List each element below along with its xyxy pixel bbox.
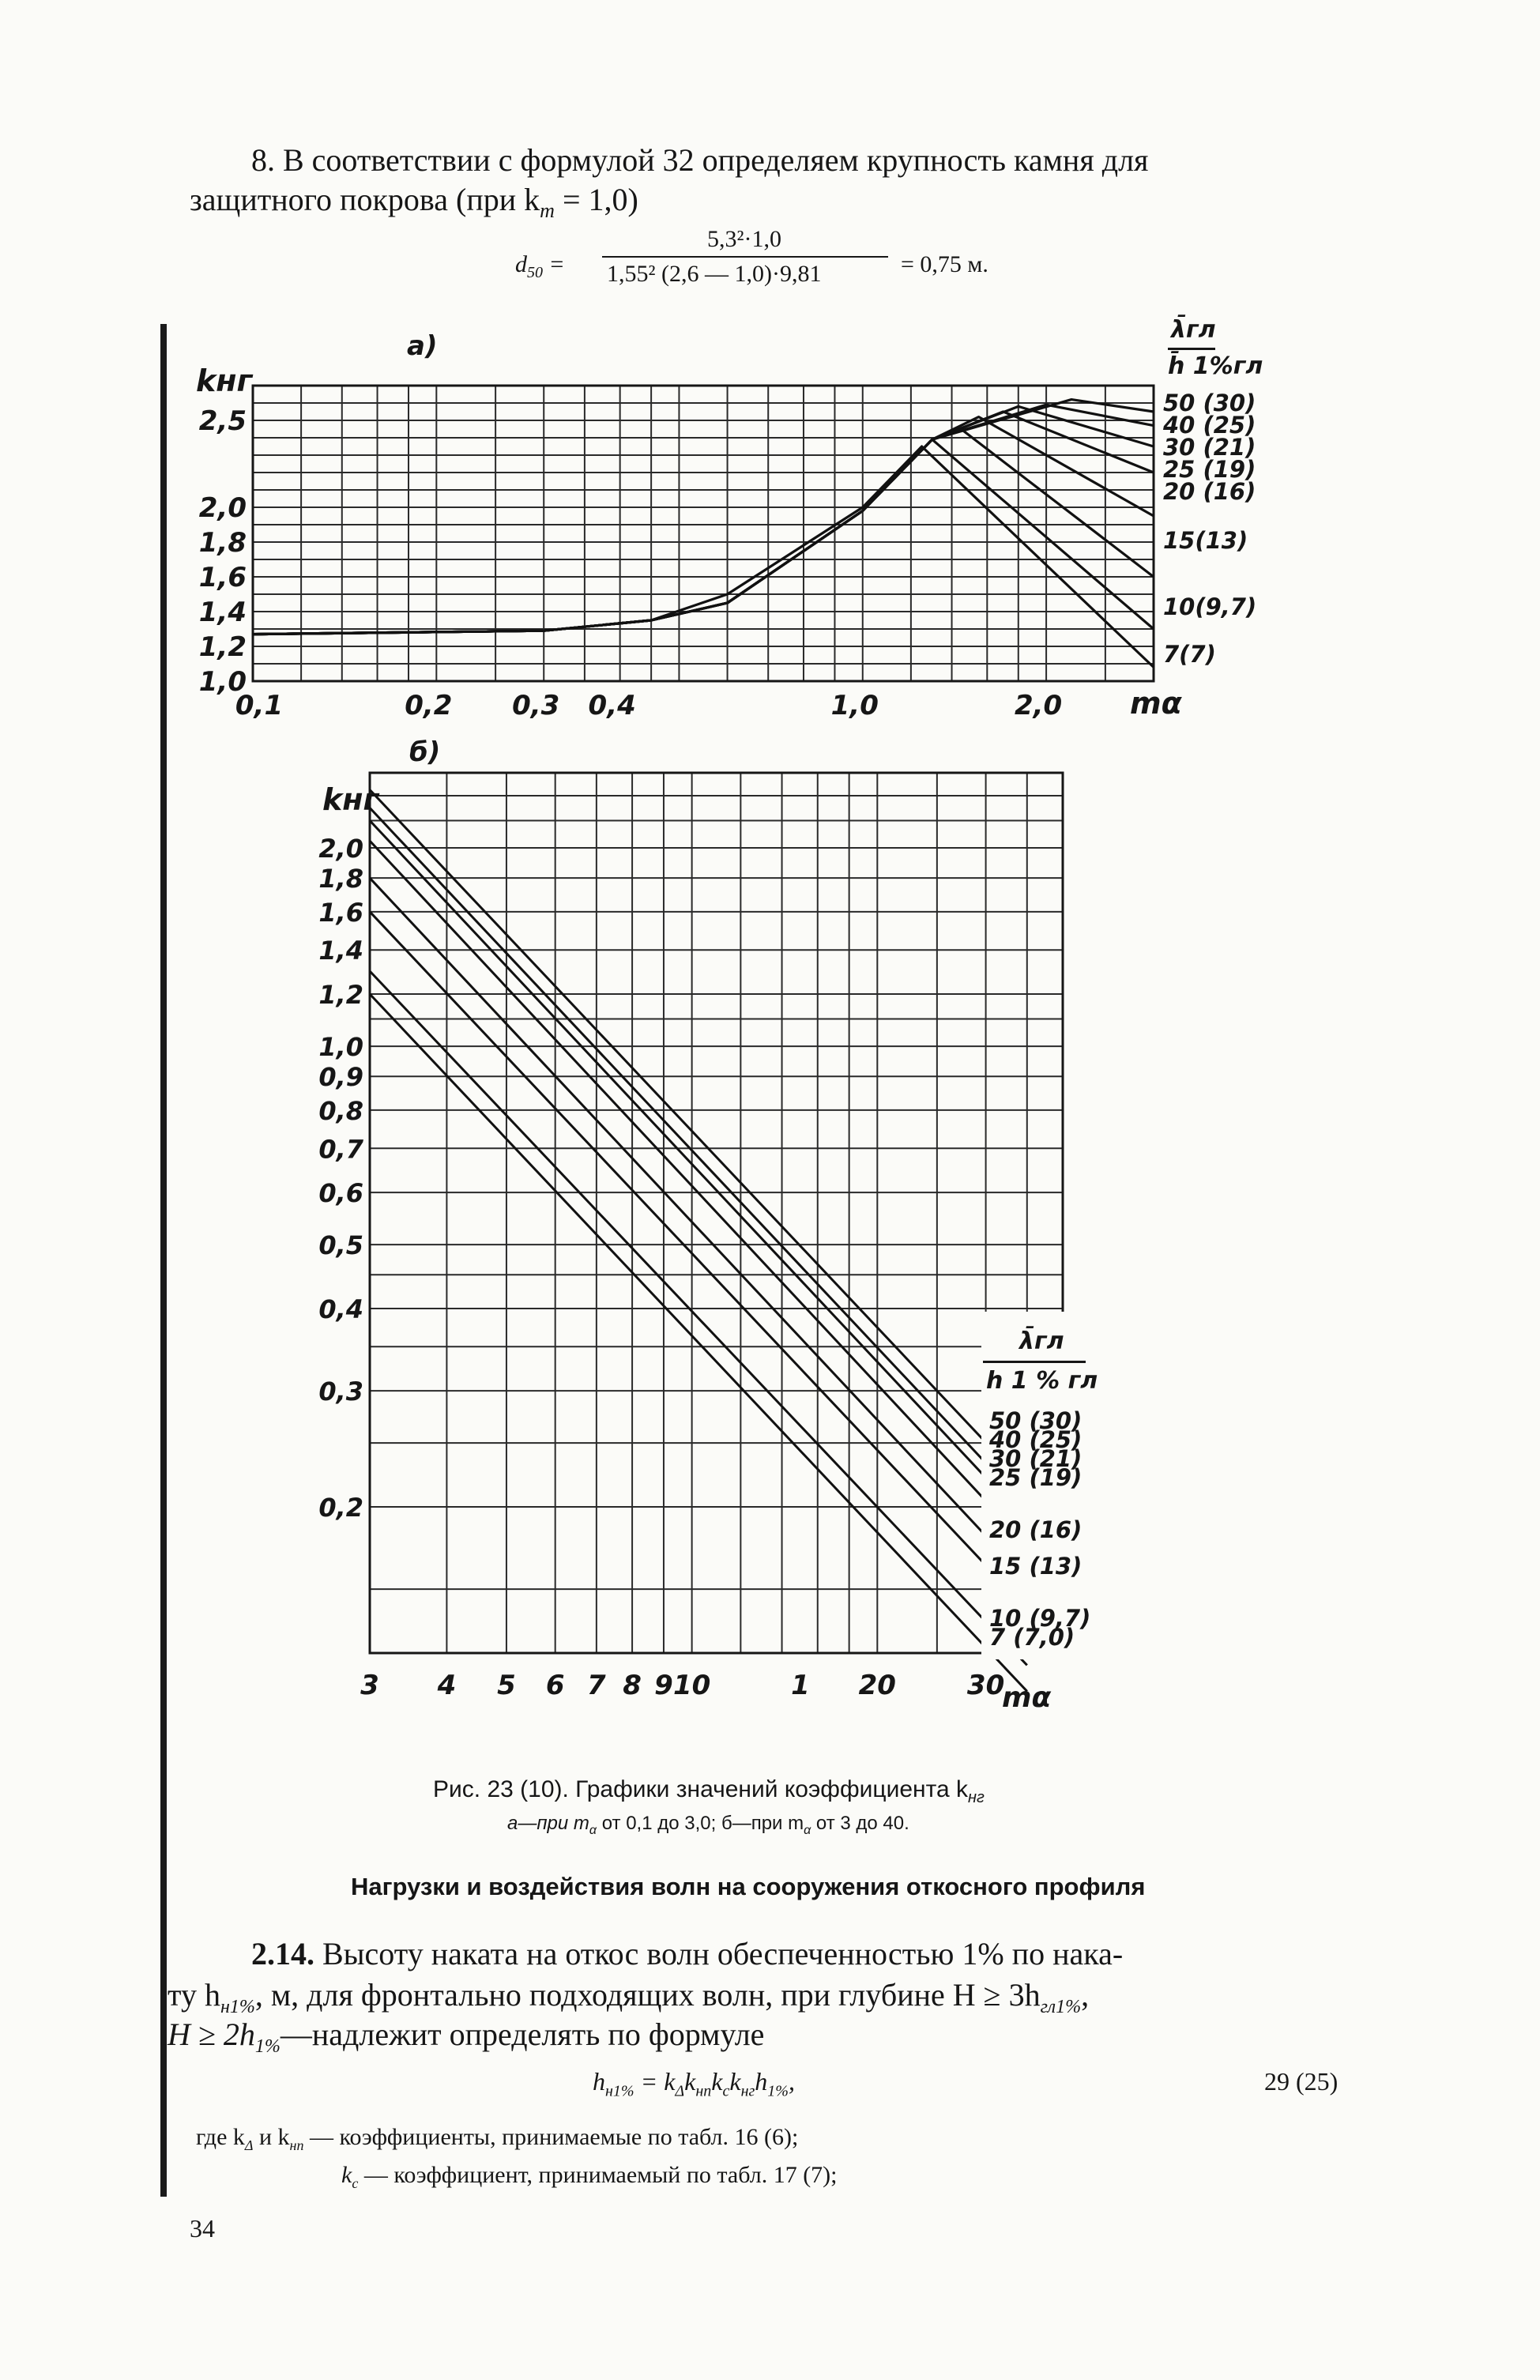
- top-paragraph-line1: 8. В соответствии с формулой 32 определяем крупность камня для: [251, 142, 1149, 178]
- chart-b-x-tick-label: 7: [587, 1670, 606, 1701]
- chart-b-x-tick-label: 4: [437, 1670, 457, 1701]
- chart-b-x-title: mα: [1002, 1681, 1052, 1714]
- chart-b-legend-entry: 10 (9,7): [989, 1605, 1091, 1632]
- chart-b-label: б): [409, 736, 441, 768]
- chart-b-y-tick-label: 0,2: [318, 1492, 363, 1523]
- chart-b-series-line: [370, 994, 1027, 1691]
- chart-a-x-tick-label: 0,1: [235, 690, 284, 721]
- chart-b-y-tick-label: 2,0: [318, 834, 363, 864]
- chart-b-x-tick-label: 6: [545, 1670, 565, 1701]
- chart-b-series-line: [370, 790, 1027, 1486]
- chart-b-y-title: kнг: [322, 782, 379, 817]
- chart-b-x-tick-label: 20: [858, 1670, 896, 1701]
- chart-b-legend-entry: 20 (16): [989, 1516, 1083, 1543]
- chart-a-legend-header-bar: [1168, 348, 1215, 350]
- chart-a-y-tick-label: 2,0: [198, 492, 247, 524]
- figure-caption-line2: а—при $m_\alpha$ от 0,1 до 3,0; б—при $m_\alpha$ от 3 до 40.: [507, 1813, 909, 1837]
- chart-a-x-title: mα: [1130, 686, 1182, 721]
- chart-a-x-tick-label: 1,0: [830, 690, 879, 721]
- formula-29: $h_{н1\%} = k_\Delta k_{нп}k_сk_{нг}h_{1\%}$,: [593, 2067, 795, 2100]
- chart-b-series-line: [370, 971, 1027, 1665]
- chart-a: [199, 386, 1256, 721]
- chart-b-x-tick-label: 8: [623, 1670, 642, 1701]
- chart-b-legend-entry: 25 (19): [989, 1464, 1083, 1491]
- chart-b-x-tick-label: 9: [654, 1670, 673, 1701]
- section-heading: Нагрузки и воздействия волн на сооружения откосного профиля: [351, 1873, 1146, 1900]
- chart-b-x-tick-label: 1: [791, 1670, 810, 1701]
- chart-a-y-tick-label: 1,0: [198, 666, 247, 698]
- chart-b: [318, 773, 1090, 1701]
- chart-a-y-tick-label: 1,6: [198, 562, 247, 593]
- top-paragraph-line2: защитного покрова (при $k_m = 1,0$): [190, 182, 638, 222]
- chart-b-series-line: [370, 808, 1027, 1507]
- chart-a-legend-entry: 30 (21): [1163, 434, 1256, 461]
- chart-b-y-tick-label: 0,3: [318, 1376, 363, 1407]
- chart-a-legend-entry: 25 (19): [1163, 456, 1256, 483]
- chart-b-legend-entry: 7 (7,0): [989, 1624, 1075, 1651]
- chart-b-series-line: [370, 912, 1027, 1609]
- chart-a-legend-entry: 40 (25): [1163, 412, 1256, 439]
- chart-a-y-title: kнг: [196, 363, 253, 398]
- chart-b-y-tick-label: 0,4: [318, 1294, 363, 1324]
- chart-a-y-tick-label: 1,8: [198, 527, 247, 559]
- chart-b-y-tick-label: 1,4: [318, 936, 363, 966]
- chart-b-legend-entry: 30 (21): [989, 1445, 1083, 1472]
- chart-b-y-tick-label: 0,5: [318, 1230, 363, 1261]
- chart-a-legend-entry: 50 (30): [1163, 390, 1256, 416]
- chart-a-x-tick-label: 0,2: [405, 690, 453, 721]
- para-214-line1: 2.14. Высоту наката на откос волн обеспеченностью 1% по нака-: [251, 1936, 1124, 1971]
- chart-a-legend-entry: 10(9,7): [1163, 593, 1257, 620]
- formula-29-number: 29 (25): [1264, 2067, 1339, 2096]
- chart-b-legend-header-bottom: h 1 % гл: [986, 1367, 1098, 1395]
- chart-b-legend-header-bar: [983, 1361, 1086, 1363]
- chart-b-x-tick-label: 10: [672, 1670, 711, 1701]
- chart-a-legend-entry: 15(13): [1163, 527, 1248, 554]
- formula-denominator: 1,55² (2,6 — 1,0)·9,81: [607, 261, 822, 287]
- chart-b-y-tick-label: 1,2: [318, 980, 363, 1011]
- chart-b-series-line: [370, 878, 1027, 1580]
- chart-b-y-tick-label: 1,8: [318, 864, 363, 894]
- chart-a-x-tick-label: 0,3: [512, 690, 560, 721]
- chart-b-x-tick-label: 3: [360, 1670, 379, 1701]
- chart-a-x-tick-label: 2,0: [1014, 690, 1063, 721]
- chart-b-y-tick-label: 1,0: [318, 1032, 363, 1063]
- page-number: 34: [190, 2214, 215, 2243]
- chart-a-legend-header-top: λ̄гл: [1171, 316, 1216, 344]
- chart-b-series-line: [370, 821, 1027, 1522]
- chart-a-legend-entry: 20 (16): [1163, 478, 1256, 505]
- formula-numerator: 5,3²·1,0: [707, 226, 781, 252]
- chart-a-legend-header-bottom: h̄ 1%гл: [1168, 352, 1263, 380]
- chart-a-x-tick-label: 0,4: [588, 690, 636, 721]
- chart-b-legend-entry: 40 (25): [989, 1426, 1083, 1453]
- formula-result: = 0,75 м.: [901, 251, 988, 277]
- para-214-line2: ту $h_{н1\%}$, м, для фронтально подходящих волн, при глубине $H \ge 3h_{гл1\%}$,: [168, 1977, 1090, 2017]
- chart-a-y-tick-label: 1,2: [198, 631, 247, 663]
- chart-a-y-tick-label: 1,4: [198, 597, 247, 628]
- para-214-line3: $H \ge 2h_{1\%}—надлежит$ определять по формуле: [168, 2017, 765, 2057]
- chart-b-y-tick-label: 0,7: [318, 1134, 363, 1165]
- chart-a-legend-entry: 7(7): [1163, 641, 1216, 668]
- chart-b-legend-header-top: λ̄гл: [1019, 1327, 1064, 1355]
- chart-b-legend-entry: 15 (13): [989, 1553, 1083, 1580]
- where-line2: $k_с$ — коэффициент, принимаемый по табл. 17 (7);: [341, 2162, 838, 2191]
- chart-b-y-tick-label: 0,8: [318, 1095, 363, 1126]
- chart-a-y-tick-label: 2,5: [198, 405, 247, 437]
- formula-lhs: $d_{50}$ =: [515, 251, 565, 281]
- chart-a-label: а): [407, 330, 438, 362]
- figure-caption-line1: Рис. 23 (10). Графики значений коэффициента $k_{нг}$: [433, 1776, 985, 1806]
- chart-b-x-tick-label: 30: [966, 1670, 1005, 1701]
- where-line1: где $k_\Delta$ и $k_{нп}$ — коэффициенты, принимаемые по табл. 16 (6);: [196, 2124, 799, 2153]
- chart-b-y-tick-label: 0,6: [318, 1178, 363, 1209]
- chart-b-legend-entry: 50 (30): [989, 1407, 1083, 1434]
- chart-b-y-tick-label: 0,9: [318, 1062, 363, 1093]
- chart-b-x-tick-label: 5: [497, 1670, 516, 1701]
- chart-b-y-tick-label: 1,6: [318, 897, 363, 928]
